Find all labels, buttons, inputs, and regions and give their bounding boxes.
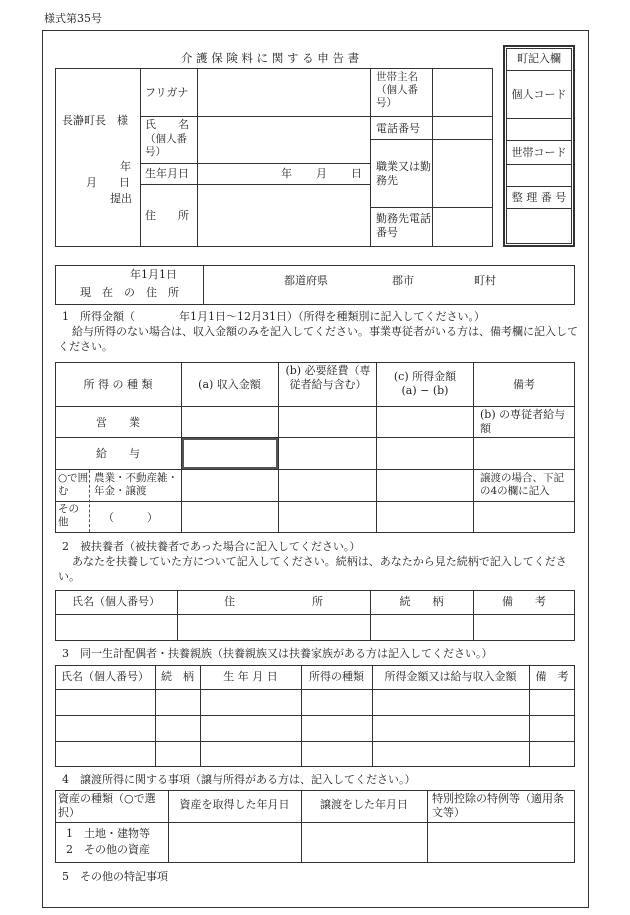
work-phone-label: 勤務先電話番号 bbox=[376, 212, 431, 239]
submit-label: 提出 bbox=[110, 192, 132, 205]
col-income-net: (c) 所得金額 (a) − (b) bbox=[393, 370, 468, 397]
row-other-types: 農業・不動産雑・年金・譲渡 bbox=[94, 472, 178, 498]
occupation-label: 職業又は勤務先 bbox=[376, 160, 431, 187]
section1-heading: 1 所得金額（ 年1月1日～12月31日）（所得を種類別に記入してください。） bbox=[62, 310, 485, 323]
form-title: 介 護 保 険 料 に 関 す る 申 告 書 bbox=[180, 51, 360, 65]
fam-col-income-amount: 所得金額又は給与収入金額 bbox=[384, 670, 517, 683]
fam-col-birthdate: 生 年 月 日 bbox=[223, 670, 278, 683]
row-other: その他 bbox=[58, 503, 79, 529]
tr-col-special: 特別控除の特例等（適用条文等） bbox=[432, 792, 564, 819]
section4-heading: 4 譲渡所得に関する事項（譲与所得がある方は、記入してください。） bbox=[62, 773, 416, 786]
form-number: 様式第35号 bbox=[44, 12, 102, 25]
circle-select-label: ○で囲む bbox=[58, 472, 89, 498]
salary-income-field[interactable] bbox=[182, 438, 278, 469]
tr-col-asset: 資産の種類（○で選択） bbox=[58, 792, 156, 819]
name-label: 氏 名 bbox=[145, 118, 189, 131]
town-label: 町村 bbox=[474, 274, 496, 287]
dep-col-name: 氏名（個人番号） bbox=[72, 595, 160, 608]
phone-label: 電話番号 bbox=[376, 122, 420, 135]
householder-field[interactable] bbox=[433, 69, 492, 115]
col-remarks: 備考 bbox=[513, 378, 535, 391]
col-expenses: (b) 必要経費（専従者給与含む） bbox=[285, 364, 371, 391]
birthdate-label: 生年月日 bbox=[145, 167, 189, 180]
furigana-field[interactable] bbox=[198, 69, 369, 115]
birth-day-label: 日 bbox=[351, 167, 362, 180]
household-code-label: 世帯コード bbox=[511, 146, 567, 159]
addressee: 長瀞町長 様 bbox=[62, 114, 128, 127]
current-address-date: 年1月1日 bbox=[130, 268, 177, 281]
phone-field[interactable] bbox=[433, 117, 492, 138]
section1-note: 給与所得のない場合は、収入金額のみを記入してください。事業専従者がいる方は、備考欄に記入してください。 bbox=[58, 325, 578, 353]
occupation-field[interactable] bbox=[433, 140, 492, 206]
birth-month-label: 月 bbox=[316, 167, 327, 180]
fam-col-remarks: 備 考 bbox=[535, 670, 569, 683]
section2-note: あなたを扶養していた方について記入してください。続柄は、あなたから見た続柄で記入してください。 bbox=[58, 555, 567, 583]
dep-col-remarks: 備 考 bbox=[502, 595, 546, 608]
business-remark: (b) の専従者給与額 bbox=[480, 408, 566, 435]
submit-month-day: 月 日 bbox=[86, 176, 130, 189]
section5-heading: 5 その他の特記事項 bbox=[62, 870, 168, 883]
name-field[interactable] bbox=[198, 117, 369, 162]
name-sub-label: （個人番号） bbox=[145, 133, 187, 159]
dep-col-relation: 続 柄 bbox=[399, 595, 444, 608]
section3-heading: 3 同一生計配偶者・扶養親族（扶養親族又は扶養家族がある方は記入してください。） bbox=[62, 647, 493, 660]
prefecture-label: 都道府県 bbox=[284, 274, 328, 287]
birth-year-label: 年 bbox=[281, 167, 292, 180]
tr-col-acquired: 資産を取得した年月日 bbox=[179, 798, 290, 811]
birthdate-field[interactable] bbox=[198, 164, 369, 183]
householder-label: 世帯主名（個人番号） bbox=[376, 71, 418, 110]
row-salary: 給 与 bbox=[96, 447, 140, 460]
fam-col-name: 氏名（個人番号） bbox=[61, 670, 149, 683]
ref-number-label: 整 理 番 号 bbox=[511, 191, 567, 204]
county-label: 郡市 bbox=[392, 274, 414, 287]
address-field[interactable] bbox=[198, 185, 369, 246]
current-address-field[interactable] bbox=[204, 266, 574, 304]
row-business: 営 業 bbox=[96, 416, 140, 429]
asset-option-other[interactable]: 2 その他の資産 bbox=[66, 843, 150, 856]
furigana-label: フリガナ bbox=[145, 86, 189, 99]
transfer-remark: 譲渡の場合、下記の4の欄に記入 bbox=[480, 472, 564, 498]
personal-code-label: 個人コード bbox=[511, 88, 567, 101]
fam-col-income-type: 所得の種類 bbox=[309, 670, 364, 683]
current-address-label: 現 在 の 住 所 bbox=[80, 286, 179, 299]
work-phone-field[interactable] bbox=[433, 208, 492, 246]
col-income-amount: (a) 収入金額 bbox=[198, 378, 261, 391]
submit-year: 年 bbox=[120, 160, 131, 173]
section2-heading: 2 被扶養者（被扶養者であった場合に記入してください。） bbox=[62, 540, 361, 553]
tr-col-transferred: 譲渡をした年月日 bbox=[320, 798, 408, 811]
fam-col-relation: 続 柄 bbox=[161, 670, 194, 683]
asset-option-land[interactable]: 1 土地・建物等 bbox=[66, 827, 150, 840]
address-label: 住 所 bbox=[145, 209, 189, 222]
office-use-title: 町記入欄 bbox=[517, 52, 561, 65]
other-paren: （ ） bbox=[103, 511, 158, 524]
col-income-type: 所 得 の 種 類 bbox=[83, 378, 153, 391]
dep-col-address: 住 所 bbox=[224, 595, 323, 608]
